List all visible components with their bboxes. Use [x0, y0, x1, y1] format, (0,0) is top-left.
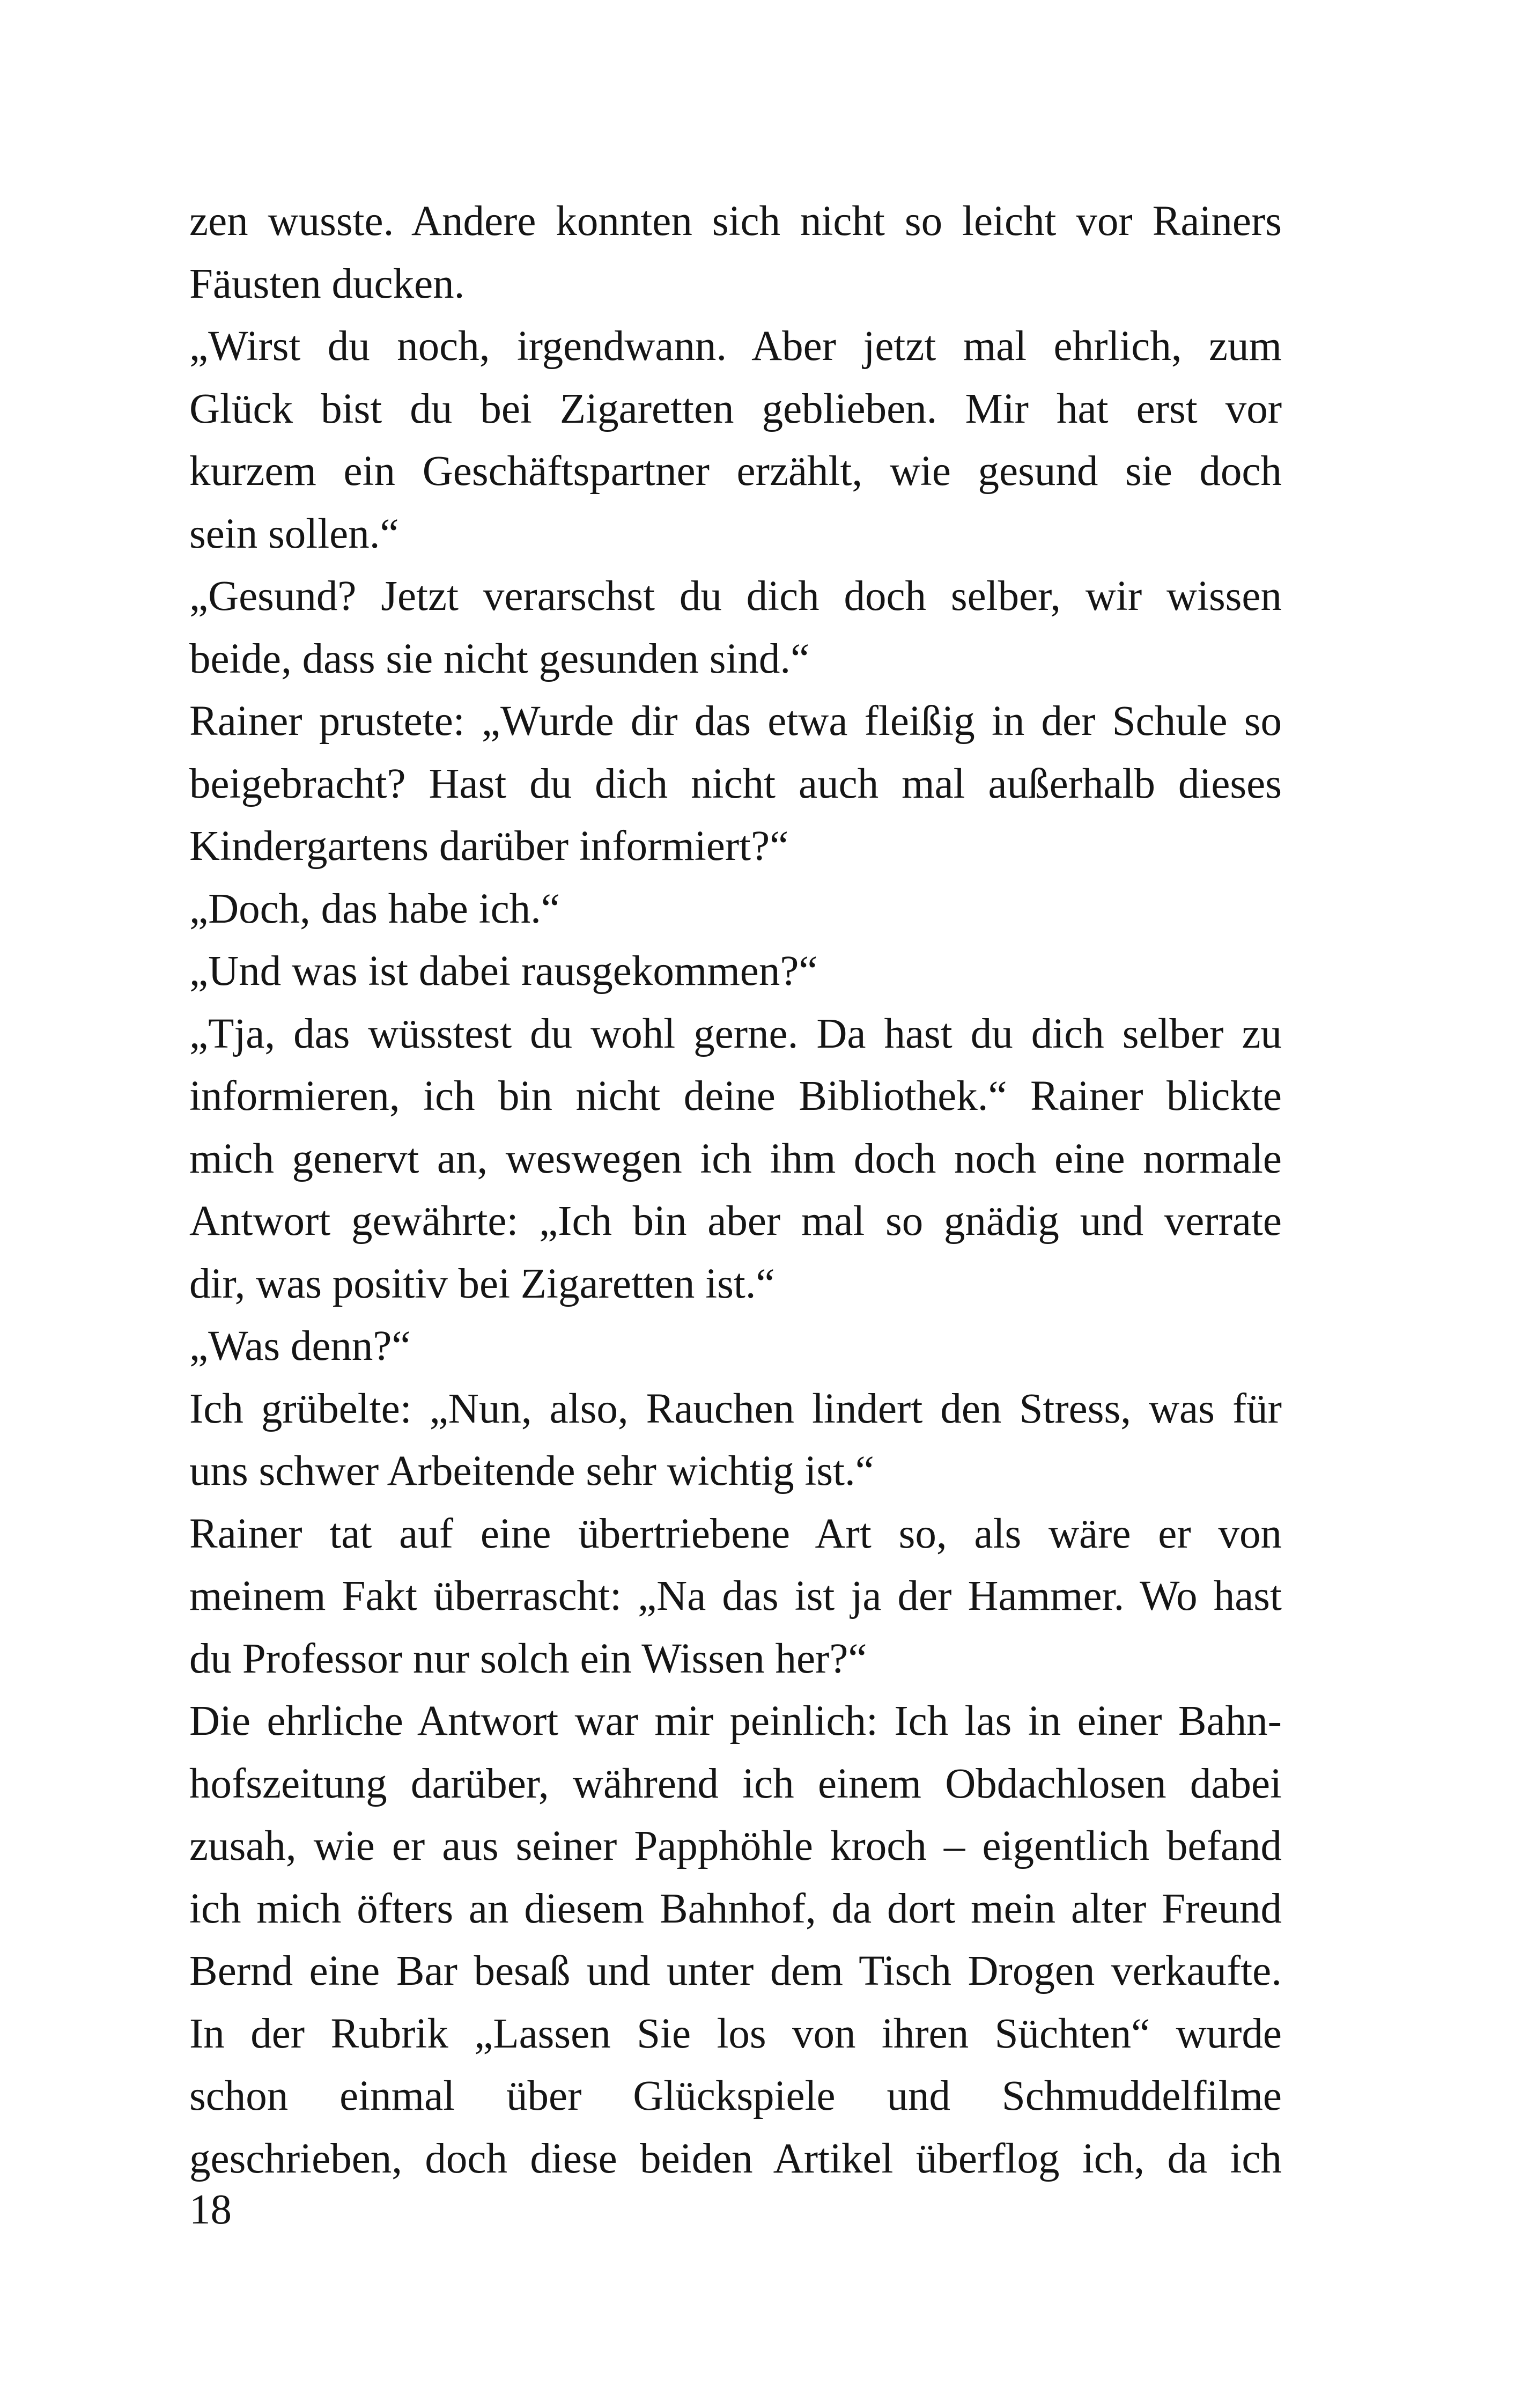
text-line: beide, dass sie nicht gesunden sind.“ [189, 635, 810, 682]
text-line: Kindergartens darüber informiert?“ [189, 823, 789, 870]
text-line: uns schwer Arbeitende sehr wichtig ist.“ [189, 1448, 874, 1494]
text-line: beigebracht? Hast du dich nicht auch mal außerhalb dieses [189, 760, 1282, 807]
text-line: „Wirst du noch, irgendwann. Aber jetzt mal ehrlich, zum [189, 323, 1282, 370]
text-line: mich genervt an, weswegen ich ihm doch noch eine normale [189, 1135, 1282, 1182]
text-line: geschrieben, doch diese beiden Artikel überflog ich, da ich [189, 2135, 1282, 2182]
text-line: Rainer prustete: „Wurde dir das etwa fleißig in der Schule so [189, 698, 1282, 745]
text-line: „Was denn?“ [189, 1323, 411, 1369]
text-line: dir, was positiv bei Zigaretten ist.“ [189, 1260, 775, 1307]
text-line: Die ehrliche Antwort war mir peinlich: Ich las in einer Bahn- [189, 1698, 1282, 1744]
text-line: „Und was ist dabei rausgekommen?“ [189, 948, 818, 995]
text-line: Fäusten ducken. [189, 260, 465, 307]
text-line: zen wusste. Andere konnten sich nicht so leicht vor Rainers [189, 198, 1282, 245]
page-number: 18 [189, 2186, 232, 2233]
text-line: „Gesund? Jetzt verarschst du dich doch selber, wir wissen [189, 573, 1282, 620]
text-line: du Professor nur solch ein Wissen her?“ [189, 1635, 867, 1682]
text-line: kurzem ein Geschäftspartner erzählt, wie gesund sie doch [189, 448, 1282, 495]
text-line: Rainer tat auf eine übertriebene Art so, als wäre er von [189, 1510, 1282, 1557]
text-line: schon einmal über Glückspiele und Schmuddelfilme [189, 2073, 1282, 2119]
text-line: informieren, ich bin nicht deine Bibliothek.“ Rainer blickte [189, 1073, 1282, 1120]
text-line: hofszeitung darüber, während ich einem Obdachlosen dabei [189, 1760, 1282, 1807]
text-line: ich mich öfters an diesem Bahnhof, da dort mein alter Freund [189, 1885, 1282, 1932]
text-line: In der Rubrik „Lassen Sie los von ihren Süchten“ wurde [189, 2010, 1282, 2057]
text-line: zusah, wie er aus seiner Papphöhle kroch – eigentlich befand [189, 1823, 1282, 1869]
text-line: Antwort gewährte: „Ich bin aber mal so gnädig und verrate [189, 1198, 1282, 1244]
text-line: sein sollen.“ [189, 510, 399, 557]
text-line: Ich grübelte: „Nun, also, Rauchen lindert den Stress, was für [189, 1385, 1282, 1432]
text-line: meinem Fakt überrascht: „Na das ist ja der Hammer. Wo hast [189, 1573, 1282, 1619]
text-line: „Tja, das wüsstest du wohl gerne. Da hast du dich selber zu [189, 1010, 1282, 1057]
text-line: „Doch, das habe ich.“ [189, 885, 560, 932]
body-text [189, 190, 1282, 2190]
text-line: Glück bist du bei Zigaretten geblieben. Mir hat erst vor [189, 385, 1282, 432]
text-line: Bernd eine Bar besaß und unter dem Tisch Drogen verkaufte. [189, 1948, 1282, 1994]
